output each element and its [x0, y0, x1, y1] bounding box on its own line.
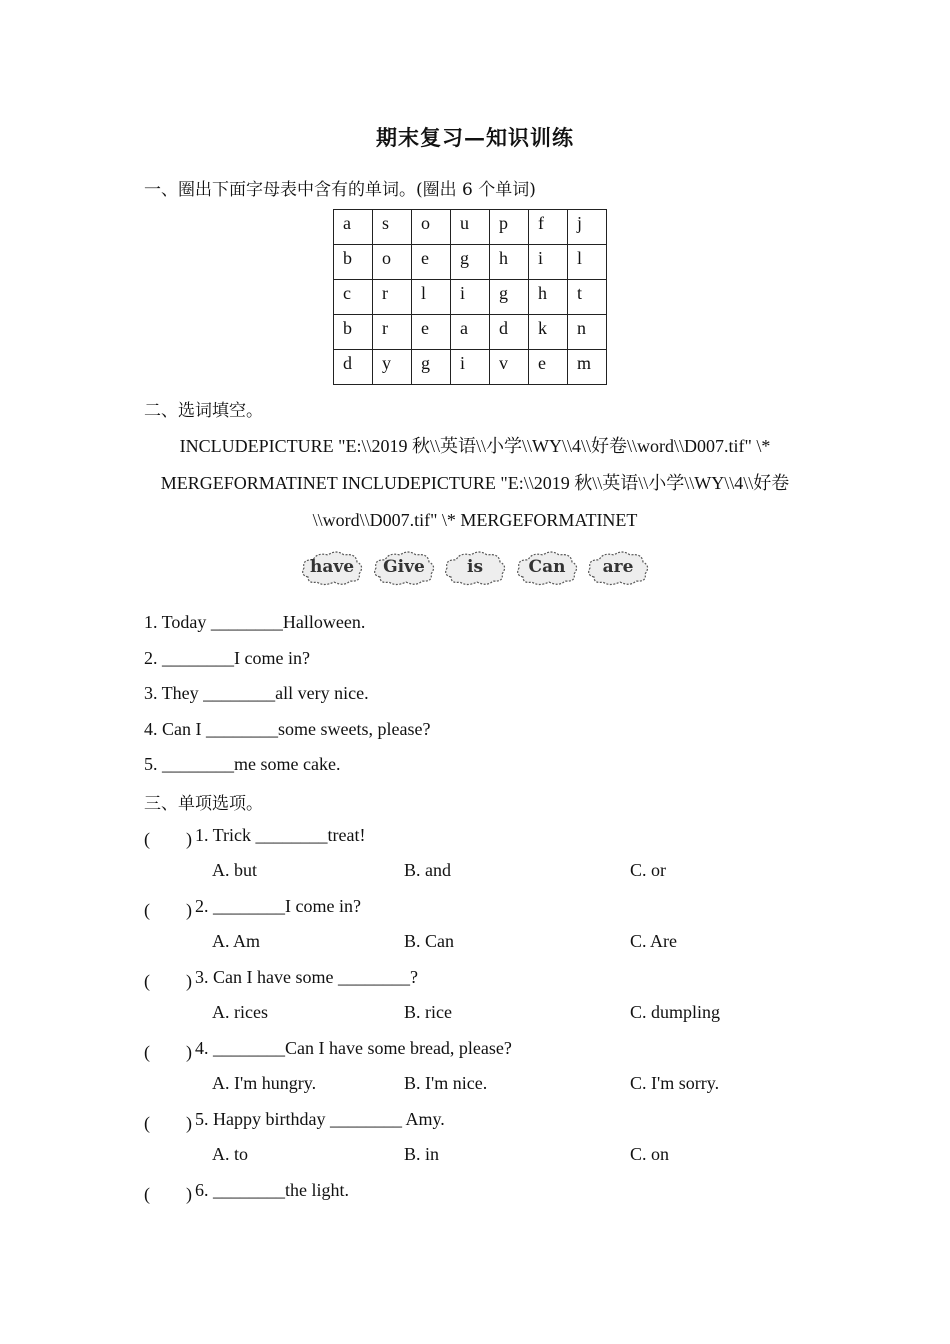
choice-question-stem: 3. Can I have some ________?: [195, 967, 418, 987]
grid-cell: b: [334, 245, 373, 280]
section2-heading: 二、选词填空。: [144, 401, 263, 421]
word-give: Give: [383, 557, 425, 577]
grid-cell: v: [490, 350, 529, 385]
include-picture-field: INCLUDEPICTURE "E:\\2019 秋\\英语\\小学\\WY\\4\\好卷\\word\\D007.tif" \* MERGEFORMATINET INCLUDEPICTURE "E:\\2019 秋\\英语\\小学\\WY\\4\\好卷\\word\\D007.tif" \* MERGEFORMATINET: [160, 436, 790, 530]
grid-cell: d: [490, 315, 529, 350]
word-cloud: [515, 549, 579, 587]
fill-question: 1. Today ________Halloween.: [144, 612, 366, 632]
grid-cell: j: [568, 210, 607, 245]
grid-row: [334, 350, 607, 385]
choice-question-stem: 2. ________I come in?: [195, 896, 361, 916]
answer-parens: ( ): [144, 1184, 192, 1204]
word-have: have: [309, 557, 355, 577]
word-is: is: [466, 557, 484, 577]
option-a: A. I'm hungry.: [212, 1073, 317, 1093]
fill-question: 3. They ________all very nice.: [144, 683, 369, 703]
grid-cell: g: [412, 350, 451, 385]
option-b: B. in: [404, 1144, 440, 1164]
option-c: C. I'm sorry.: [630, 1073, 720, 1093]
fill-question: 4. Can I ________some sweets, please?: [144, 719, 431, 739]
grid-row: [334, 280, 607, 315]
page-title: 期末复习—知识训练: [376, 125, 574, 150]
answer-parens: ( ): [144, 900, 192, 920]
fill-question: 2. ________I come in?: [144, 648, 310, 668]
choice-question-stem: 1. Trick ________treat!: [195, 825, 366, 845]
grid-cell: k: [529, 315, 568, 350]
grid-cell: e: [529, 350, 568, 385]
grid-cell: a: [451, 315, 490, 350]
grid-cell: h: [529, 280, 568, 315]
word-cloud: [443, 549, 507, 587]
letter-grid: [333, 209, 607, 385]
grid-cell: r: [373, 280, 412, 315]
grid-cell: n: [568, 315, 607, 350]
section1-heading: 一、圈出下面字母表中含有的单词。(圈出 6 个单词): [144, 180, 536, 200]
answer-parens: ( ): [144, 971, 192, 991]
option-a: A. rices: [212, 1002, 268, 1022]
fill-question: 5. ________me some cake.: [144, 754, 341, 774]
option-a: A. Am: [212, 931, 261, 951]
option-b: B. I'm nice.: [404, 1073, 488, 1093]
grid-cell: r: [373, 315, 412, 350]
grid-cell: a: [334, 210, 373, 245]
grid-cell: d: [334, 350, 373, 385]
grid-cell: u: [451, 210, 490, 245]
option-c: C. on: [630, 1144, 670, 1164]
grid-row: [334, 315, 607, 350]
grid-cell: t: [568, 280, 607, 315]
grid-cell: g: [451, 245, 490, 280]
grid-cell: l: [568, 245, 607, 280]
word-cloud: [586, 549, 650, 587]
option-c: C. dumpling: [630, 1002, 721, 1022]
grid-row: [334, 210, 607, 245]
grid-cell: o: [412, 210, 451, 245]
grid-cell: o: [373, 245, 412, 280]
grid-cell: y: [373, 350, 412, 385]
option-c: C. Are: [630, 931, 677, 951]
word-cloud: [372, 549, 436, 587]
grid-cell: i: [451, 280, 490, 315]
option-a: A. to: [212, 1144, 248, 1164]
answer-parens: ( ): [144, 1042, 192, 1062]
grid-cell: s: [373, 210, 412, 245]
grid-cell: c: [334, 280, 373, 315]
grid-cell: f: [529, 210, 568, 245]
grid-row: [334, 245, 607, 280]
grid-cell: m: [568, 350, 607, 385]
grid-cell: i: [529, 245, 568, 280]
option-b: B. rice: [404, 1002, 452, 1022]
word-bank: [300, 549, 652, 589]
option-b: B. and: [404, 860, 451, 880]
word-are: are: [602, 557, 634, 577]
grid-cell: e: [412, 245, 451, 280]
choice-question-stem: 4. ________Can I have some bread, please?: [195, 1038, 512, 1058]
word-can: Can: [528, 557, 566, 577]
option-c: C. or: [630, 860, 666, 880]
section3-heading: 三、单项选项。: [144, 794, 263, 814]
grid-cell: b: [334, 315, 373, 350]
grid-cell: g: [490, 280, 529, 315]
grid-cell: p: [490, 210, 529, 245]
option-a: A. but: [212, 860, 257, 880]
grid-cell: h: [490, 245, 529, 280]
answer-parens: ( ): [144, 829, 192, 849]
grid-cell: l: [412, 280, 451, 315]
choice-question-stem: 5. Happy birthday ________ Amy.: [195, 1109, 445, 1129]
answer-parens: ( ): [144, 1113, 192, 1133]
word-cloud: [300, 549, 364, 587]
option-b: B. Can: [404, 931, 455, 951]
choice-question-stem: 6. ________the light.: [195, 1180, 349, 1200]
grid-cell: i: [451, 350, 490, 385]
grid-cell: e: [412, 315, 451, 350]
